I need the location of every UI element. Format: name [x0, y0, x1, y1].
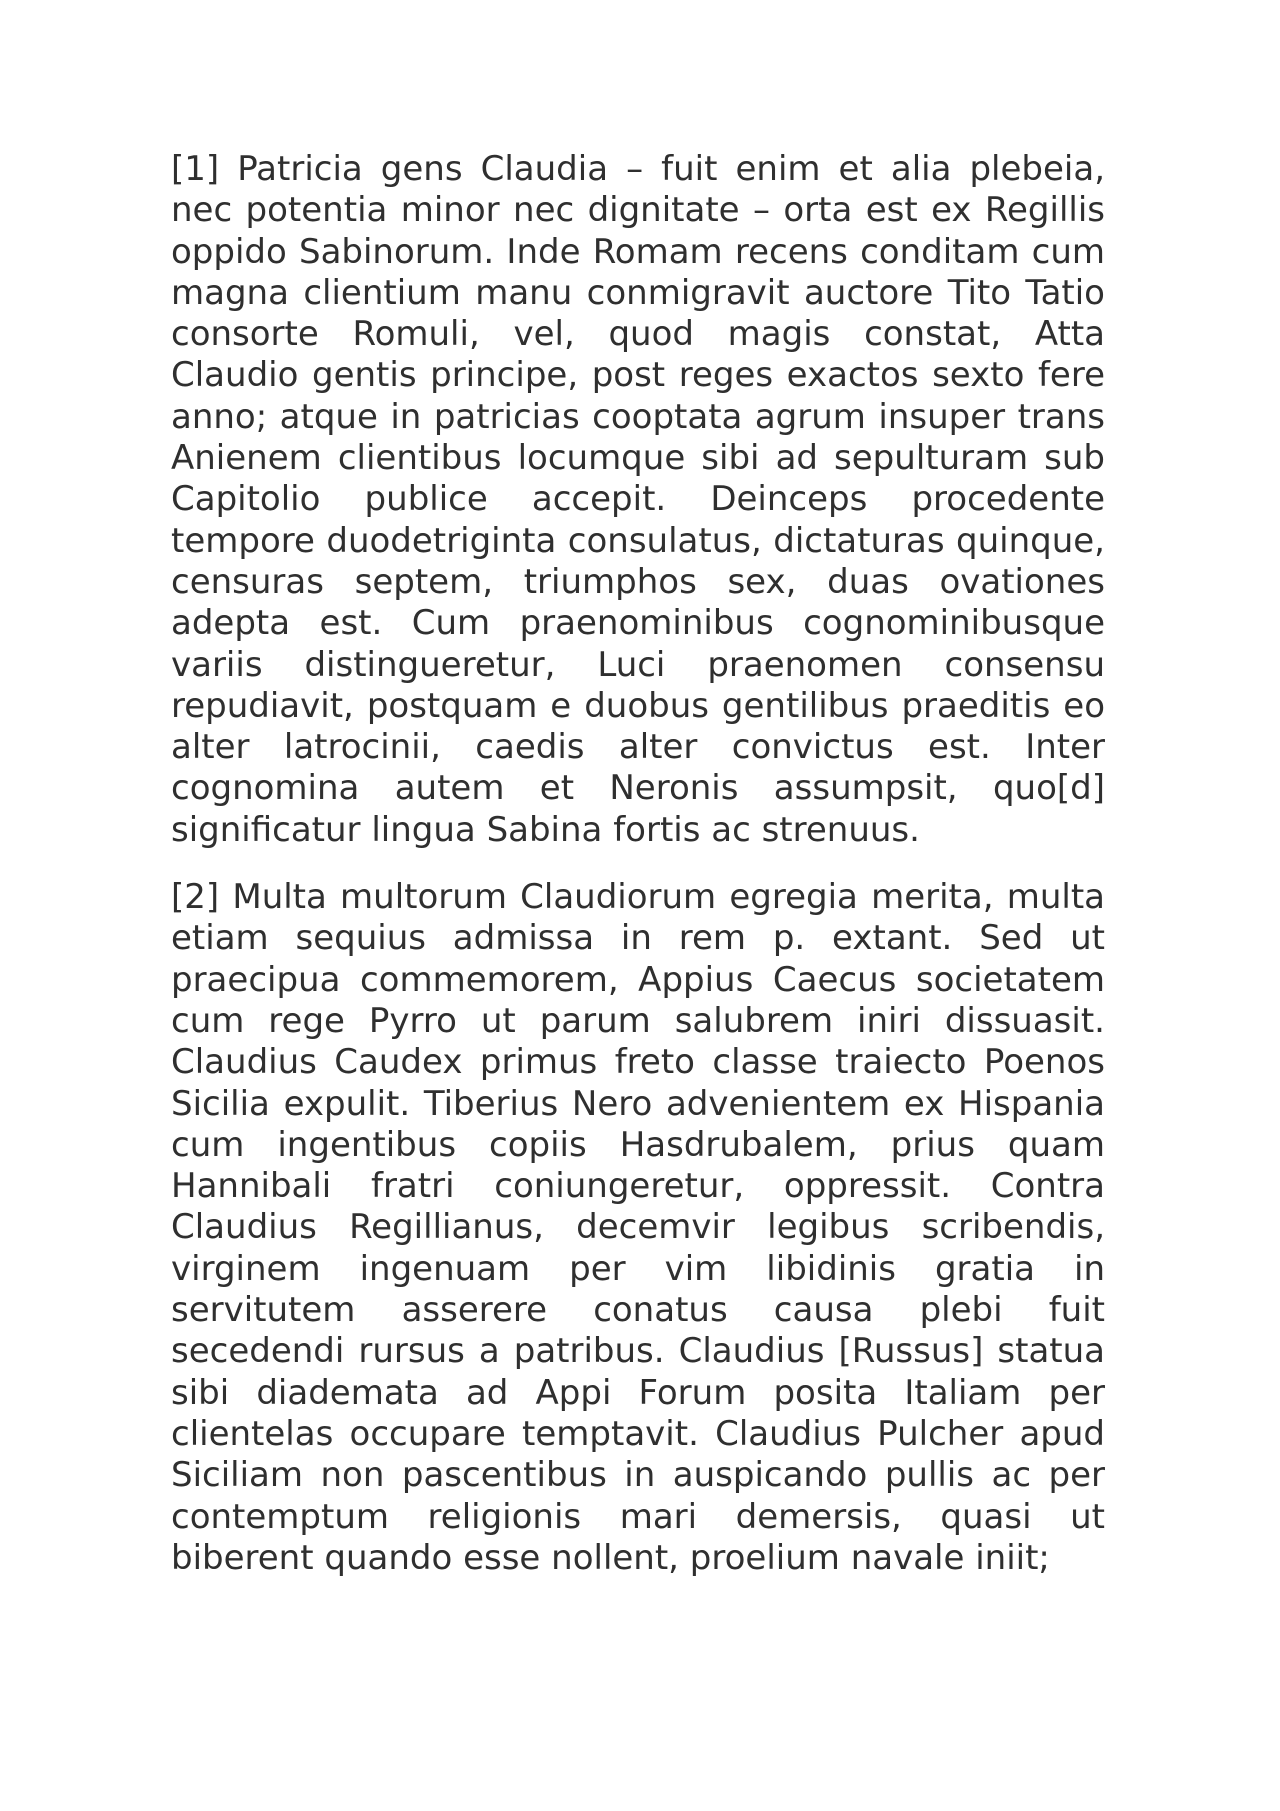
document-body — [171, 149, 1105, 1579]
paragraph-1: [1] Patricia gens Claudia – fuit enim et alia plebeia, nec potentia minor nec dignitate – orta est ex Regillis oppido Sabinorum. Inde Romam recens conditam cum magna clientium manu conmigravit auctore Tito Tatio consorte Romuli, vel, quod magis constat, Atta Claudio gentis principe, post reges exactos sexto fere anno; atque in patricias cooptata agrum insuper trans Anienem clientibus locumque sibi ad sepulturam sub Capitolio publice accepit. Deinceps procedente tempore duodetriginta consulatus, dictaturas quinque, censuras septem, triumphos sex, duas ovationes adepta est. Cum praenominibus cognominibusque variis distingueretur, Luci praenomen consensu repudiavit, postquam e duobus gentilibus praeditis eo alter latrocinii, caedis alter convictus est. Inter cognomina autem et Neronis assumpsit, quo[d] significatur lingua Sabina fortis ac strenuus. — [171, 149, 1105, 850]
paragraph-2: [2] Multa multorum Claudiorum egregia merita, multa etiam sequius admissa in rem p. extant. Sed ut praecipua commemorem, Appius Caecus societatem cum rege Pyrro ut parum salubrem iniri dissuasit. Claudius Caudex primus freto classe traiecto Poenos Sicilia expulit. Tiberius Nero advenientem ex Hispania cum ingentibus copiis Hasdrubalem, prius quam Hannibali fratri coniungeretur, oppressit. Contra Claudius Regillianus, decemvir legibus scribendis, virginem ingenuam per vim libidinis gratia in servitutem asserere conatus causa plebi fuit secedendi rursus a patribus. Claudius [Russus] statua sibi diademata ad Appi Forum posita Italiam per clientelas occupare temptavit. Claudius Pulcher apud Siciliam non pascentibus in auspicando pullis ac per contemptum religionis mari demersis, quasi ut biberent quando esse nollent, proelium navale iniit; — [171, 877, 1105, 1578]
